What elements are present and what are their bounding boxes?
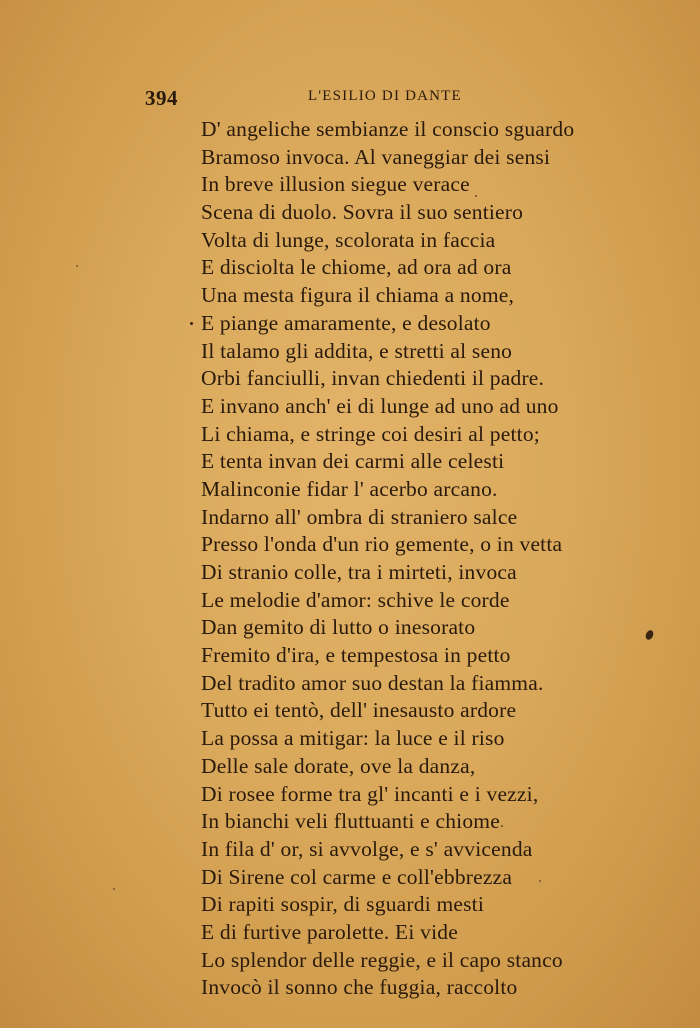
verse-line: Invocò il sonno che fuggia, raccolto (201, 975, 518, 1000)
paper-speck (76, 265, 78, 267)
running-head: L'ESILIO DI DANTE (308, 88, 462, 104)
verse-line: E disciolta le chiome, ad ora ad ora (201, 255, 512, 280)
verse-line: E tenta invan dei carmi alle celesti (201, 449, 505, 474)
ink-blot (644, 629, 655, 641)
verse-line: Delle sale dorate, ove la danza, (201, 753, 476, 778)
paper-speck (539, 880, 541, 882)
verse-line: Il talamo gli addita, e stretti al seno (201, 338, 513, 363)
verse-line: Orbi fanciulli, invan chiedenti il padre. (201, 366, 545, 391)
verse-line: Lo splendor delle reggie, e il capo stanco (201, 947, 563, 972)
verse-line: Fremito d'ira, e tempestosa in petto (201, 643, 511, 668)
paper-speck (475, 195, 477, 197)
verse-line: Di rapiti sospir, di sguardi mesti (201, 892, 485, 917)
verse-line: E piange amaramente, e desolato (201, 310, 491, 335)
paper-speck (501, 825, 503, 827)
verse-line: Malinconie fidar l' acerbo arcano. (201, 476, 498, 501)
verse-line: Scena di duolo. Sovra il suo sentiero (201, 200, 524, 225)
page-number: 394 (145, 86, 178, 110)
verse-line: In bianchi veli fluttuanti e chiome (201, 809, 500, 834)
paper-speck (113, 888, 115, 890)
verse-line: Presso l'onda d'un rio gemente, o in vetta (201, 532, 563, 557)
verse-line: Bramoso invoca. Al vaneggiar dei sensi (201, 144, 551, 169)
verse-line: Indarno all' ombra di straniero salce (201, 504, 518, 529)
verse-line: In breve illusion siegue verace (201, 172, 470, 197)
verse-line: Di rosee forme tra gl' incanti e i vezzi, (201, 781, 539, 806)
verse-line: E invano anch' ei di lunge ad uno ad uno (201, 393, 559, 418)
verse-line: Volta di lunge, scolorata in faccia (201, 227, 496, 252)
verse-line: Una mesta figura il chiama a nome, (201, 283, 515, 308)
verse-line: Tutto ei tentò, dell' inesausto ardore (201, 698, 517, 723)
verse-line: La possa a mitigar: la luce e il riso (201, 726, 505, 751)
verse-line: D' angeliche sembianze il conscio sguardo (201, 117, 575, 141)
verse-line: In fila d' or, si avvolge, e s' avvicenda (201, 836, 533, 861)
paper-speck (190, 322, 193, 325)
verse-line: Di stranio colle, tra i mirteti, invoca (201, 560, 517, 584)
verse-line: Le melodie d'amor: schive le corde (201, 587, 510, 612)
verse-line: Li chiama, e stringe coi desiri al petto; (201, 421, 540, 446)
poem-text (201, 116, 574, 1002)
verse-line: Del tradito amor suo destan la fiamma. (201, 670, 544, 695)
verse-line: Di Sirene col carme e coll'ebbrezza (201, 864, 513, 889)
verse-line: E di furtive parolette. Ei vide (201, 919, 458, 944)
verse-line: Dan gemito di lutto o inesorato (201, 615, 476, 640)
